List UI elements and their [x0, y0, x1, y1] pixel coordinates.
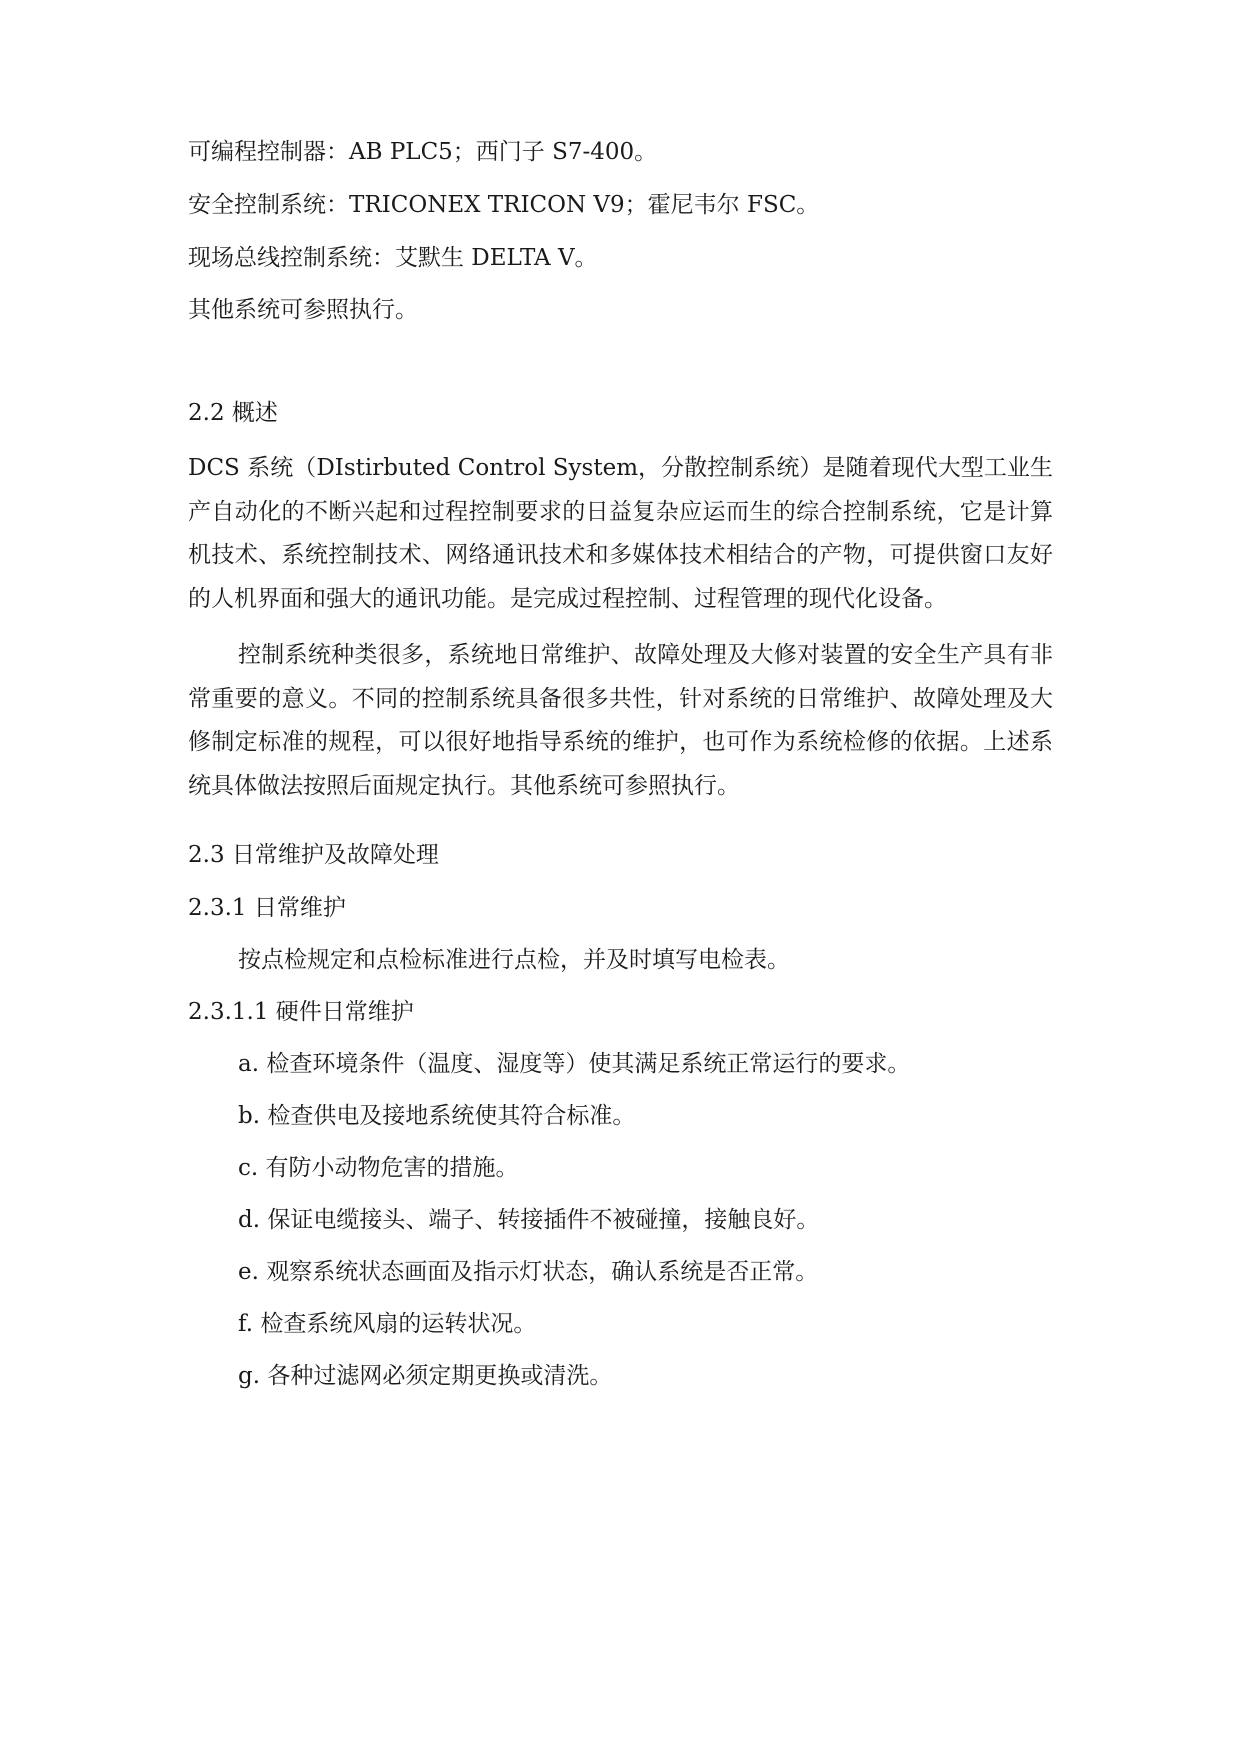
intro-line-others: 其他系统可参照执行。: [188, 297, 418, 323]
list-item: c. 有防小动物危害的措施。: [238, 1155, 519, 1181]
list-item: f. 检查系统风扇的运转状况。: [238, 1311, 537, 1337]
section-heading-2-3: 2.3 日常维护及故障处理: [188, 842, 439, 868]
overview-paragraph-2: 控制系统种类很多，系统地日常维护、故障处理及大修对装置的安全生产具有非常重要的意义。不同的控制系统具备很多共性，针对系统的日常维护、故障处理及大修制定标准的规程，可以很好地指导系统的维护，也可作为系统检修的依据。上述系统具体做法按照后面规定执行。其他系统可参照执行。: [188, 642, 1053, 799]
list-item: a. 检查环境条件（温度、湿度等）使其满足系统正常运行的要求。: [238, 1051, 911, 1077]
list-item: d. 保证电缆接头、端子、转接插件不被碰撞，接触良好。: [238, 1207, 820, 1233]
overview-paragraph-1: DCS 系统（DIstirbuted Control System，分散控制系统）是随着现代大型工业生产自动化的不断兴起和过程控制要求的日益复杂应运而生的综合控制系统，它是计算机技术、系统控制技术、网络通讯技术和多媒体技术相结合的产物，可提供窗口友好的人机界面和强大的通讯功能。是完成过程控制、过程管理的现代化设备。: [188, 455, 1053, 612]
section-heading-2-2: 2.2 概述: [188, 400, 278, 426]
intro-line-plc: 可编程控制器：AB PLC5；西门子 S7-400。: [188, 139, 658, 165]
list-item: e. 观察系统状态画面及指示灯状态，确认系统是否正常。: [238, 1259, 819, 1285]
intro-line-fieldbus: 现场总线控制系统：艾默生 DELTA V。: [188, 245, 598, 271]
subsub-heading-2-3-1-1: 2.3.1.1 硬件日常维护: [188, 999, 414, 1025]
list-item: g. 各种过滤网必须定期更换或清洗。: [238, 1363, 613, 1389]
list-item: b. 检查供电及接地系统使其符合标准。: [238, 1103, 636, 1129]
sub-heading-2-3-1: 2.3.1 日常维护: [188, 895, 346, 921]
intro-line-safety: 安全控制系统：TRICONEX TRICON V9；霍尼韦尔 FSC。: [188, 192, 820, 218]
sub-text-inspection: 按点检规定和点检标准进行点检，并及时填写电检表。: [238, 947, 790, 973]
